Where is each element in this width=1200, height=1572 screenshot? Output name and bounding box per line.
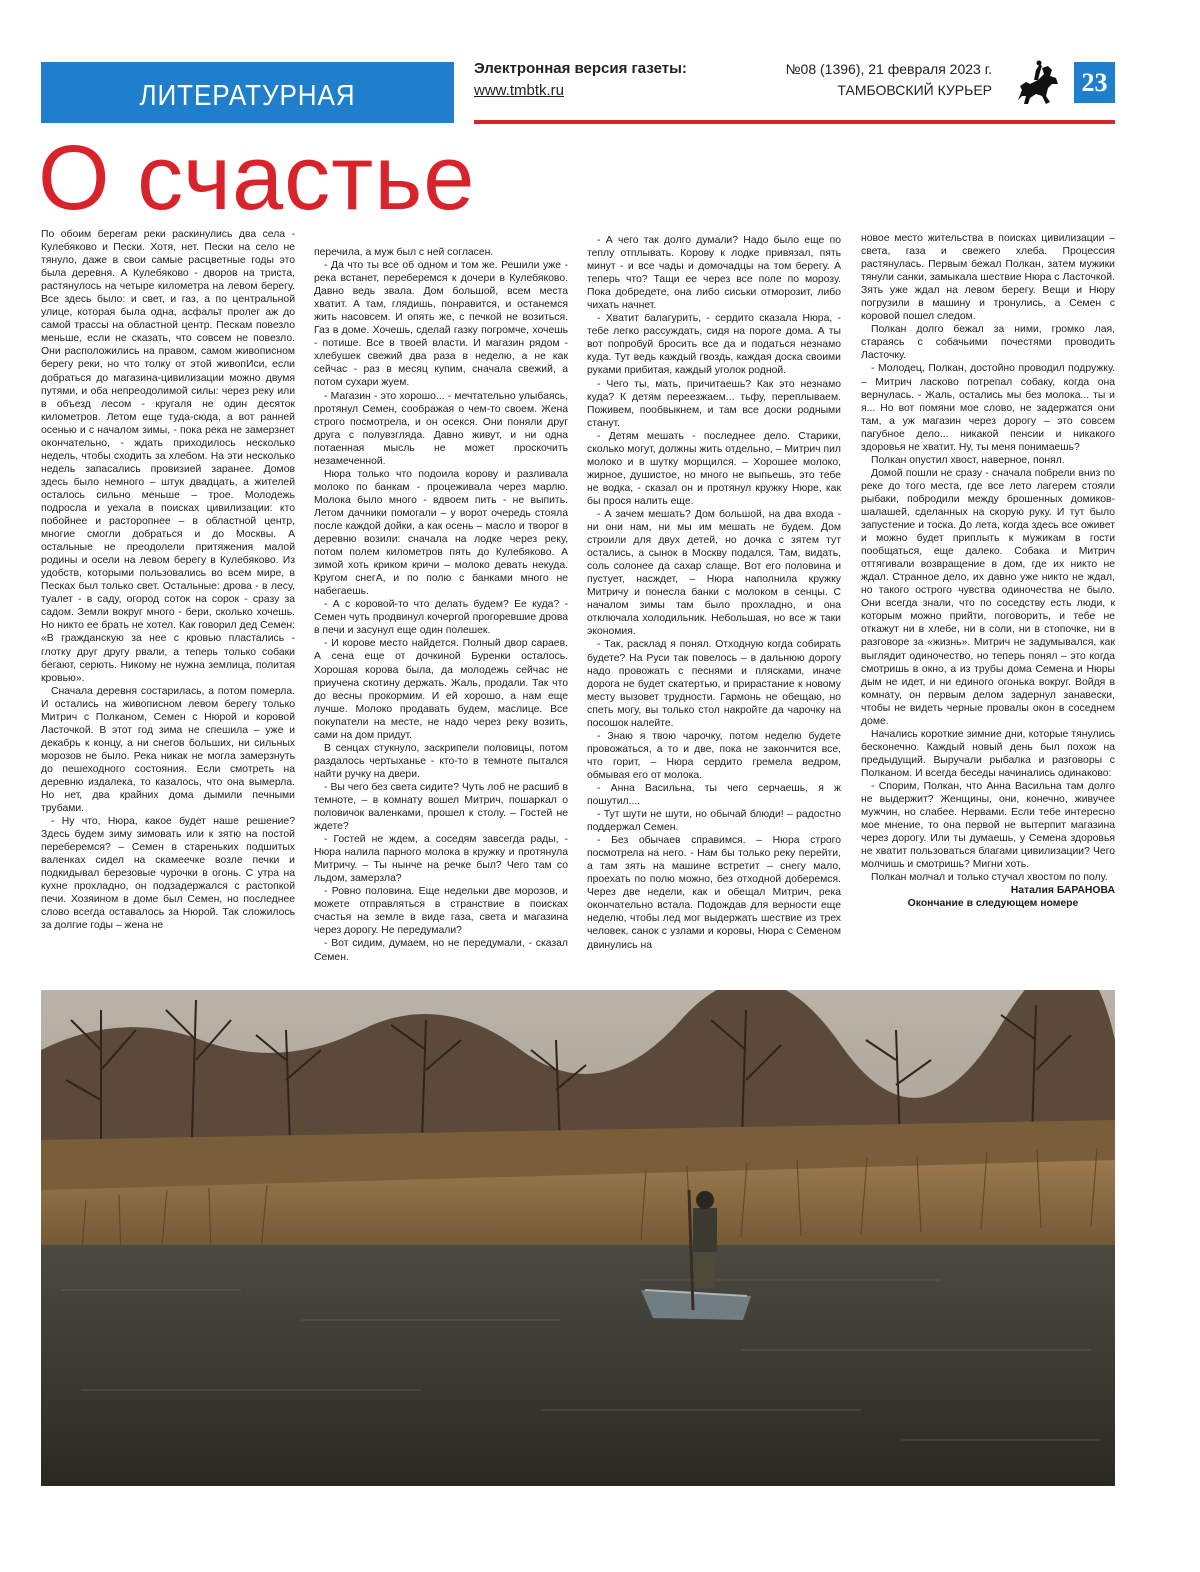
text-column-3: [587, 234, 841, 952]
paragraph: Полкан долго бежал за ними, громко лая, стараясь с собачьими почестями проводить Ласточку.: [861, 324, 1115, 362]
horseman-icon: [1008, 60, 1062, 106]
paragraph: - А с коровой-то что делать будем? Ее куда? - Семен чуть продвинул кочергой прогоревшие дрова в печи и засунул еще один полешек.: [314, 599, 568, 637]
article-author: Наталия БАРАНОВА: [1010, 885, 1115, 897]
article-title: О счастье: [38, 127, 476, 229]
paragraph: - А чего так долго думали? Надо было еще по теплу отплывать. Корову к лодке привязал, пять минут - и все чады и домочадцы на том берегу. А теперь что? Тащи ее через все поле по морозу. Пока добредете, она либо сиськи отморозит, либо чихать начнет.: [587, 235, 841, 312]
rubric-label: ЛИТЕРАТУРНАЯ: [139, 80, 356, 112]
text-column-4: [861, 232, 1115, 910]
paragraph: По обоим берегам реки раскинулись два села - Кулебяково и Пески. Хотя, нет. Пески на село не тянуло, даже в свои самые расцветные годы это была деревня. А Кулебяково - дворов на триста, растянулось на четыре километра на левом берегу. Все здесь было: и свет, и газ, а по центральной улице, которая была одна, асфальт пролег аж до самой трассы на областной центр. Пескам повезло меньше, если не сказать, что совсем не повезло. Они расположились на правом, самом живописном берегу реки, но что толку от этой живопИси, если добраться до магазина-цивилизации можно двумя путями, и оба непреодолимой силы: через реку или в объезд лесом - кругаля не один десяток километров. Летом еще туда-сюда, а вот ранней осенью и с началом зимы, - пока река не замерзнет окончательно, - ждать приходилось несколько недель, чтобы сходить за хлебом. На эти несколько недель запасались провизией заранее. Домов здесь было немного – штук двадцать, а жителей осталось сильно меньше – трое. Молодежь подросла и уехала в поисках цивилизации: кто побойнее и расторопнее – в областной центр, многие смогли добраться и до Москвы. А остальные не преодолели притяжения малой родины и осели на левом берегу в Кулебяково. Из удобств, которыми пользовались во всем мире, в Песках был только свет. Остальные: дрова - в лесу, туалет - в саду, огород соток на сорок - сразу за садом. Земли вокруг много - бери, сколько хочешь. Но никто ее брать не хотел. Как говорил дед Семен: «В гражданскую за нее с кровью пластались - глотку друг другу рвали, а теперь только собаки бегают, серють. Никому не нужна землица, политая кровью».: [41, 229, 295, 684]
paragraph: - Спорим, Полкан, что Анна Васильна там долго не выдержит? Женщины, они, конечно, живучее мужчин, но слабее. Нервами. Если тебе интересно мое мнение, то она первой не вытерпит магазина через дорогу. Или ты думаешь, у Семена здоровья не хватит пользоваться благами цивилизации? Чего молчишь и смотришь? Мигни хоть.: [861, 780, 1115, 871]
paragraph: Домой пошли не сразу - сначала побрели вниз по реке до того места, где все лето лагерем стояли рыбаки, побродили между брошенных домиков-шалашей, сделанных на скорую руку. И тут было запустение и тоска. До лета, когда здесь все оживет и можно будет приплыть к мужикам в гости пообщаться, еще далеко. Собака и Митрич оттягивали возвращение в дом, где их никто не ждал. Странное дело, их давно уже никто не ждал, но такого острого чувства одиночества не было. Они всегда знали, что по соседству есть люди, к которым можно прийти, поговорить, и тебе не откажут ни в хлебе, ни в соли, ни в стопочке, ни в разговоре за «жизнь». Митрич не задумывался, как выглядит одиночество, но теперь понял – это когда смотришь в окно, а из трубы дома Семена и Нюры дым не идет, и ни единого огонька вокруг. Войдя в комнату, он первым делом задернул занавески, чтобы не видеть черные провалы окон в соседнем доме.: [861, 467, 1115, 727]
rubric-banner: [41, 62, 454, 123]
newspaper-name: ТАМБОВСКИЙ КУРЬЕР: [837, 82, 992, 98]
paragraph: - Хватит балагурить, - сердито сказала Нюра, - тебе легко рассуждать, сидя на пороге дома. А ты вот попробуй бросить все да и податься незнамо куда. Тут ведь каждый гвоздь, каждая доска своими руками прибитая, каждый уголок родной.: [587, 313, 841, 377]
paragraph: - Вы чего без света сидите? Чуть лоб не расшиб в темноте, – в комнату вошел Митрич, пошаркал о половичок валенками, прошел к столу. – Гостей не ждете?: [314, 781, 568, 833]
issue-date: №08 (1396), 21 февраля 2023 г.: [785, 61, 992, 77]
paragraph: новое место жительства в поисках цивилизации – света, газа и свежего хлеба. Процессия растянулась. Первым бежал Полкан, затем мужики тянули санки, замыкала шествие Нюра с Ласточкой. Зять уже ждал на левом берегу. Вещи и Нюру погрузили в машину и тронулись, а Семен с коровой пошел следом.: [861, 233, 1115, 323]
continued-note: Окончание в следующем номере: [907, 898, 1079, 910]
paragraph: - Детям мешать - последнее дело. Старики, сколько могут, должны жить отдельно, – Митрич пил молоко и в шутку морщился. – Хорошее молоко, жирное, душистое, но много не выпьешь, это тебе не водка, - сказал он и протянул кружку Нюре, как бы прося налить еще.: [587, 430, 841, 507]
paragraph: Сначала деревня состарилась, а потом померла. И остались на живописном левом берегу только Митрич с Полканом, Семен с Нюрой и коровой Ласточкой. В этот год зима не спешила – уже и декабрь к концу, а ни снегов больших, ни сильных морозов не было. Река никак не могла замерзнуть до пешеходного состояния. Если смотреть на деревню издалека, то казалось, что она вымерла. Но нет, два крайних дома дымили печными трубами.: [41, 685, 295, 815]
paragraph: - Чего ты, мать, причитаешь? Как это незнамо куда? К детям переезжаем... тьфу, переплываем. Поживем, пообвыкнем, и там все доски родными станут.: [587, 378, 841, 429]
paragraph: Нюра только что подоила корову и разливала молоко по банкам - процеживала через марлю. Молока было много - вдвоем пить - не выпить. Летом дачники помогали – у ворот очередь стояла после каждой дойки, а как осень – масло и творог в деревню возили: сначала на лодке через реку, потом полем километров пять до Кулебяково. А зимой хоть криком кричи – молоко девать некуда. Кругом снегА, и по полю с банками много не набегаешь.: [314, 468, 568, 598]
header-rule: [474, 120, 1115, 124]
paragraph: В сенцах стукнуло, заскрипели половицы, потом раздалось чертыханье - кто-то в темноте пытался найти ручку на двери.: [314, 742, 568, 780]
paragraph: - Ровно половина. Еще недельки две морозов, и можете отправляться в странствие в поисках счастья на земле в виде газа, света и магазина через дорогу. Не передумали?: [314, 886, 568, 937]
page-number: 23: [1074, 62, 1115, 103]
paragraph: Полкан молчал и только стучал хвостом по полу.: [871, 872, 1108, 884]
site-link[interactable]: www.tmbtk.ru: [474, 82, 565, 99]
paragraph: - Тут шути не шути, но обычай блюди! – радостно поддержал Семен.: [587, 809, 841, 834]
paragraph: - Знаю я твою чарочку, потом неделю будете провожаться, а то и две, пока не закончится все, что горит, – Нюра сердито гремела ведром, обмывая его от молока.: [587, 730, 841, 781]
paragraph: - Анна Васильна, ты чего серчаешь, я ж пошутил....: [587, 782, 841, 808]
paragraph: - Вот сидим, думаем, но не передумали, - сказал Семен.: [314, 938, 568, 963]
paragraph: - Без обычаев справимся. – Нюра строго посмотрела на него. - Нам бы только реку перейти, а там зять на машине встретит – снегу мало, проехать по полю можно, без отходной доберемся. Через две недели, как и обещал Митрич, река окончательно встала. Подождав для верности еще неделю, чтобы лед мог выдержать шествие из трех человек, санок с узлами и коровы, Нюра с Семеном двинулись на: [587, 835, 841, 951]
paragraph: перечила, а муж был с ней согласен.: [314, 247, 494, 258]
paragraph: - Молодец, Полкан, достойно проводил подружку. – Митрич ласково потрепал собаку, когда она вернулась. - Жаль, остались мы без молока... ты и я... Но вот помяни мое слово, не задержатся они там, а уж магазин через дорогу – это совсем пагубное дело... никакой пенсии и никакого здоровья не хватит. Ну, ты меня понимаешь?: [861, 363, 1115, 453]
text-column-2: [314, 246, 568, 964]
paragraph: - Так, расклад я понял. Отходную когда собирать будете? На Руси так повелось – в дальнюю дорогу надо провожать с песнями и плясками, иначе дорога не будет скатертью, и прирастание к новому месту вызовет трудности. Гармонь не обещаю, но спеть могу, вы только стол накройте да чарочку на посошок налейте.: [587, 639, 841, 729]
paragraph: - Да что ты все об одном и том же. Решили уже - река встанет, переберемся к дочери в Кулебяково. Давно ведь звала. Дом большой, всем места хватит. А там, глядишь, понравится, и останемся жить насовсем. И опять же, с печкой не возиться. Газ в доме. Хочешь, сделай газку погромче, хочешь - потише. Все в твоей власти. И магазин рядом - хлебушек свежий два раза в неделю, а не как сейчас - раз в месяц купим, сначала свежий, а потом сухари жуем.: [314, 260, 568, 389]
paragraph: - Ну что, Нюра, какое будет наше решение? Здесь будем зиму зимовать или к зятю на постой переберемся? – Семен в стареньких подшитых валенках сидел на скамеечке возле печки и подкидывал березовые чурочки в огонь. С утра на кухне прохладно, он подзадержался с растопкой печи. Хозяином в доме был Семен, но последнее слово всегда оставалось за Нюрой. Так сложилось за долгие годы – жена не: [41, 816, 295, 932]
paragraph: - Гостей не ждем, а соседям завсегда рады, - Нюра налила парного молока в кружку и протянула Митричу. – Ты нынче на речке был? Чего там со льдом, замерзла?: [314, 834, 568, 885]
site-label: Электронная версия газеты:: [474, 60, 687, 77]
paragraph: Начались короткие зимние дни, которые тянулись бесконечно. Каждый новый день был похож на предыдущий. Выручали рыбалка и разговоры с Полканом. И всегда беседы начинались одинаково:: [861, 728, 1115, 779]
paragraph: - И корове место найдется. Полный двор сараев. А сена еще от дочкиной Буренки осталось. Хорошая корова была, да молодежь сейчас не приучена скотину держать. Жаль, продали. Так что до весны прокормим. И ей хорошо, а нам еще лучше. Молоко продавать будем, маслице. Все покупатели на месте, не надо через реку возить, сами на дом придут.: [314, 638, 568, 741]
paragraph: Полкан опустил хвост, наверное, понял.: [871, 454, 1065, 466]
boat-on-river-photo: [41, 990, 1115, 1486]
paragraph: - А зачем мешать? Дом большой, на два входа - ни они нам, ни мы им мешать не будем. Дом строили для двух детей, но дочка с зятем тут остались, а сынок в Москву подался. Там, видать, соль солонее да сахар слаще. Вот его половина и пустует, насждет, – Нюра наполнила кружку Митричу и понесла банки с молоком в сенцы. С началом зимы там было прохладно, и она отключала холодильник. Небольшая, но все ж таки экономия.: [587, 508, 841, 638]
text-column-1: [41, 228, 295, 933]
paragraph: - Магазин - это хорошо... - мечтательно улыбаясь, протянул Семен, соображая о чем-то своем. Жена строго посмотрела, и он осекся. Они поняли друг друга с полувзгляда. Давно живут, и ни одна потаенная мысль не может проскочить незамеченной.: [314, 390, 568, 467]
